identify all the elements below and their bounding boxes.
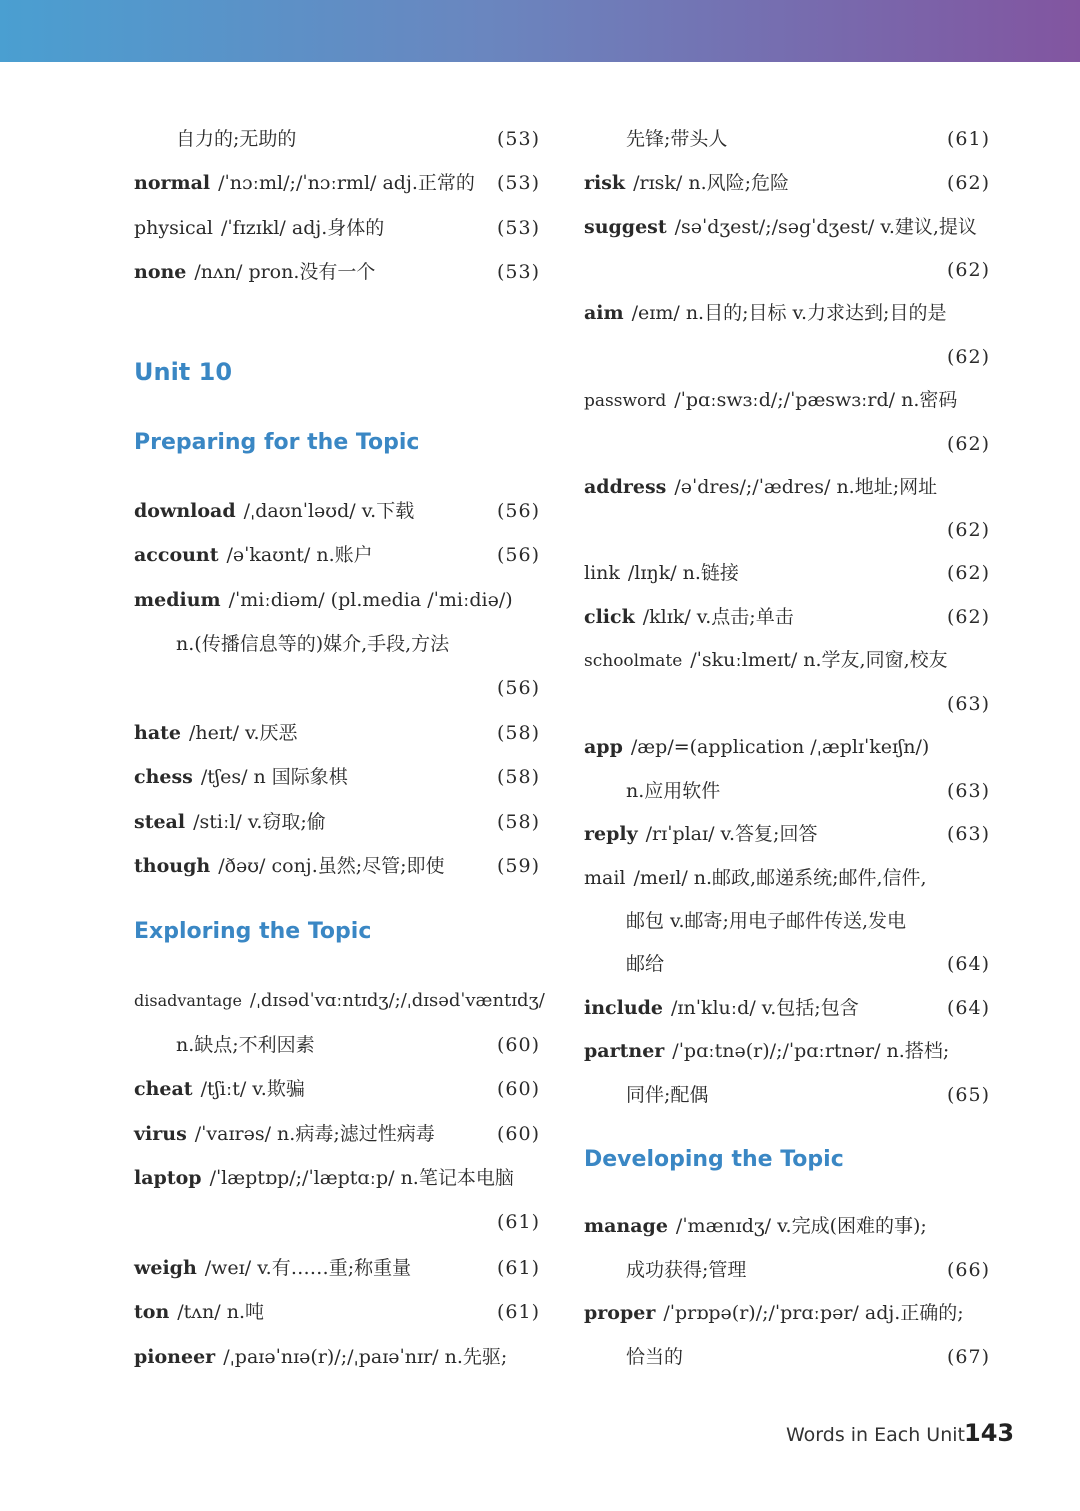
list-item — [134, 800, 540, 844]
entry-definition: /əˈkaʊnt/ n.账户 — [226, 544, 373, 566]
entry-definition: /meɪl/ n.邮政,邮递系统;邮件,信件, — [633, 867, 927, 889]
entry-page-ref: (58) — [496, 722, 540, 744]
entry-page-ref: (58) — [496, 766, 540, 788]
list-item — [584, 205, 990, 249]
list-item — [626, 769, 990, 813]
entry-page-ref: (63) — [946, 780, 990, 802]
list-item — [584, 161, 990, 205]
entry-definition: /ˈpɑːswɜːd/;/ˈpæswɜːrd/ n.密码 — [674, 389, 958, 411]
list-item — [626, 117, 990, 161]
entry-definition: /ɪnˈkluːd/ v.包括;包含 — [671, 997, 859, 1019]
entry-headword: virus — [134, 1123, 187, 1145]
entry-definition: /əˈdres/;/ˈædres/ n.地址;网址 — [674, 476, 938, 498]
entry-definition: /lɪŋk/ n.链接 — [627, 562, 739, 584]
entry-headword: none — [134, 261, 187, 283]
entry-definition: 恰当的 — [626, 1346, 684, 1368]
list-item — [134, 161, 540, 205]
list-item — [584, 1029, 990, 1073]
list-item — [584, 1291, 990, 1335]
list-item — [626, 1335, 990, 1379]
entry-definition: /rɪˈplaɪ/ v.答复;回答 — [645, 823, 818, 845]
entry-headword: link — [584, 562, 620, 584]
entry-definition: /ˌdaʊnˈləʊd/ v.下载 — [243, 500, 415, 522]
entry-headword: though — [134, 855, 211, 877]
list-item — [134, 1335, 540, 1379]
entry-definition: /tʃes/ n 国际象棋 — [200, 766, 348, 788]
list-item — [584, 986, 990, 1030]
entry-headword: laptop — [134, 1167, 202, 1189]
list-item — [134, 1200, 540, 1244]
entry-headword: partner — [584, 1040, 665, 1062]
footer-label: Words in Each Unit — [786, 1424, 965, 1446]
entry-headword: mail — [584, 867, 626, 889]
list-item — [134, 1290, 540, 1334]
entry-headword: pioneer — [134, 1346, 216, 1368]
entry-page-ref: (63) — [946, 693, 990, 715]
entry-definition: /ˈvaɪrəs/ n.病毒;滤过性病毒 — [194, 1123, 435, 1145]
entry-headword: risk — [584, 172, 626, 194]
entry-definition: /ˌpaɪəˈnɪə(r)/;/ˌpaɪəˈnɪr/ n.先驱; — [223, 1346, 508, 1368]
entry-headword: hate — [134, 722, 181, 744]
entry-headword: account — [134, 544, 219, 566]
entry-page-ref: (67) — [946, 1346, 990, 1368]
entry-headword: ton — [134, 1301, 170, 1323]
entry-page-ref: (61) — [496, 1301, 540, 1323]
list-item — [584, 595, 990, 639]
list-item — [626, 942, 990, 986]
list-item — [134, 844, 540, 888]
entry-page-ref: (56) — [496, 544, 540, 566]
entry-definition: /tʌn/ n.吨 — [177, 1301, 264, 1323]
entry-headword: proper — [584, 1302, 656, 1324]
entry-page-ref: (56) — [496, 500, 540, 522]
entry-definition: n.应用软件 — [626, 780, 721, 802]
list-item — [584, 638, 990, 682]
entry-page-ref: (62) — [946, 346, 990, 368]
entry-definition: /ˈskuːlmeɪt/ n.学友,同窗,校友 — [690, 649, 948, 671]
list-item — [584, 682, 990, 726]
entry-definition: /æp/=(application /ˌæplɪˈkeɪʃn/) — [630, 736, 930, 758]
list-item — [134, 206, 540, 250]
entry-definition: /stiːl/ v.窃取;偷 — [193, 811, 326, 833]
section-title-developing: Developing the Topic — [584, 1147, 844, 1172]
entry-page-ref: (62) — [946, 433, 990, 455]
entry-definition: 自力的;无助的 — [176, 128, 297, 150]
list-item — [134, 978, 545, 1022]
entry-page-ref: (61) — [496, 1211, 540, 1233]
entry-page-ref: (62) — [946, 259, 990, 281]
entry-page-ref: (62) — [946, 172, 990, 194]
list-item — [584, 248, 990, 292]
list-item — [134, 533, 540, 577]
list-item — [584, 1204, 990, 1248]
entry-definition: /ˈmænɪdʒ/ v.完成(困难的事); — [675, 1215, 927, 1237]
entry-headword: click — [584, 606, 635, 628]
list-item — [134, 489, 540, 533]
list-item — [584, 725, 990, 769]
entry-headword: password — [584, 391, 667, 411]
page-number: 143 — [964, 1419, 1015, 1447]
entry-definition: /heɪt/ v.厌恶 — [189, 722, 298, 744]
entry-page-ref: (61) — [496, 1257, 540, 1279]
list-item — [584, 856, 990, 900]
entry-headword: include — [584, 997, 664, 1019]
entry-definition: 成功获得;管理 — [626, 1259, 747, 1281]
list-item — [626, 899, 990, 943]
entry-page-ref: (64) — [946, 997, 990, 1019]
entry-definition: /səˈdʒest/;/səgˈdʒest/ v.建议,提议 — [674, 216, 977, 238]
entry-headword: steal — [134, 811, 186, 833]
list-item — [584, 378, 990, 422]
entry-headword: app — [584, 736, 623, 758]
list-item — [134, 1112, 540, 1156]
entry-page-ref: (53) — [496, 261, 540, 283]
entry-definition: /weɪ/ v.有……重;称重量 — [204, 1257, 412, 1279]
list-item — [134, 711, 540, 755]
entry-headword: schoolmate — [584, 651, 683, 671]
entry-definition: n.(传播信息等的)媒介,手段,方法 — [176, 633, 450, 655]
entry-definition: /ˈlæptɒp/;/ˈlæptɑːp/ n.笔记本电脑 — [209, 1167, 514, 1189]
entry-definition: /ˈnɔːml/;/ˈnɔːrml/ adj.正常的 — [218, 172, 475, 194]
list-item — [134, 666, 540, 710]
entry-definition: /ˈmiːdiəm/ (pl.media /ˈmiːdiə/) — [228, 589, 513, 611]
list-item — [584, 335, 990, 379]
entry-page-ref: (53) — [496, 128, 540, 150]
list-item — [584, 812, 990, 856]
list-item — [584, 465, 990, 509]
entry-definition: 邮给 — [626, 953, 665, 975]
list-item — [134, 1156, 540, 1200]
entry-definition: /tʃiːt/ v.欺骗 — [200, 1078, 305, 1100]
list-item — [134, 578, 540, 622]
entry-headword: medium — [134, 589, 221, 611]
entry-page-ref: (53) — [496, 217, 540, 239]
list-item — [176, 622, 540, 666]
list-item — [134, 250, 540, 294]
section-title-preparing: Preparing for the Topic — [134, 430, 420, 455]
entry-headword: normal — [134, 172, 211, 194]
entry-page-ref: (62) — [946, 562, 990, 584]
entry-definition: 先锋;带头人 — [626, 128, 728, 150]
entry-page-ref: (56) — [496, 677, 540, 699]
section-title-exploring: Exploring the Topic — [134, 919, 372, 944]
entry-definition: /klɪk/ v.点击;单击 — [642, 606, 794, 628]
entry-page-ref: (64) — [946, 953, 990, 975]
entry-headword: suggest — [584, 216, 667, 238]
entry-headword: weigh — [134, 1257, 197, 1279]
entry-page-ref: (60) — [496, 1078, 540, 1100]
entry-definition: 同伴;配偶 — [626, 1084, 709, 1106]
entry-definition: /ˈprɒpə(r)/;/ˈprɑːpər/ adj.正确的; — [663, 1302, 964, 1324]
entry-headword: physical — [134, 217, 214, 239]
list-item — [176, 1023, 540, 1067]
list-item — [134, 1067, 540, 1111]
entry-definition: /rɪsk/ n.风险;危险 — [633, 172, 790, 194]
entry-headword: disadvantage — [134, 991, 242, 1010]
list-item — [584, 422, 990, 466]
list-item — [134, 1246, 540, 1290]
entry-definition: /nʌn/ pron.没有一个 — [194, 261, 376, 283]
entry-definition: /ðəʊ/ conj.虽然;尽管;即使 — [218, 855, 445, 877]
list-item — [584, 291, 994, 335]
entry-headword: chess — [134, 766, 193, 788]
list-item — [134, 755, 540, 799]
top-banner — [0, 0, 1080, 62]
list-item — [626, 1073, 990, 1117]
entry-definition: /ˌdɪsədˈvɑːntɪdʒ/;/ˌdɪsədˈvæntɪdʒ/ — [249, 990, 545, 1011]
list-item — [584, 508, 990, 552]
entry-headword: download — [134, 500, 236, 522]
entry-definition: 邮包 v.邮寄;用电子邮件传送,发电 — [626, 910, 907, 932]
unit-title: Unit 10 — [134, 358, 233, 386]
entry-page-ref: (60) — [496, 1034, 540, 1056]
entry-page-ref: (65) — [946, 1084, 990, 1106]
entry-page-ref: (62) — [946, 519, 990, 541]
entry-headword: cheat — [134, 1078, 193, 1100]
entry-page-ref: (66) — [946, 1259, 990, 1281]
entry-page-ref: (53) — [496, 172, 540, 194]
entry-definition: /eɪm/ n.目的;目标 v.力求达到;目的是 — [631, 302, 947, 324]
entry-definition: /ˈpɑːtnə(r)/;/ˈpɑːrtnər/ n.搭档; — [672, 1040, 950, 1062]
entry-page-ref: (60) — [496, 1123, 540, 1145]
entry-definition: n.缺点;不利因素 — [176, 1034, 315, 1056]
list-item — [584, 551, 990, 595]
entry-page-ref: (63) — [946, 823, 990, 845]
entry-headword: aim — [584, 302, 624, 324]
entry-headword: reply — [584, 823, 638, 845]
entry-page-ref: (61) — [946, 128, 990, 150]
entry-headword: address — [584, 476, 667, 498]
entry-headword: manage — [584, 1215, 668, 1237]
entry-page-ref: (58) — [496, 811, 540, 833]
list-item — [626, 1248, 990, 1292]
entry-definition: /ˈfɪzɪkl/ adj.身体的 — [221, 217, 385, 239]
entry-page-ref: (59) — [496, 855, 540, 877]
list-item — [176, 117, 540, 161]
entry-page-ref: (62) — [946, 606, 990, 628]
